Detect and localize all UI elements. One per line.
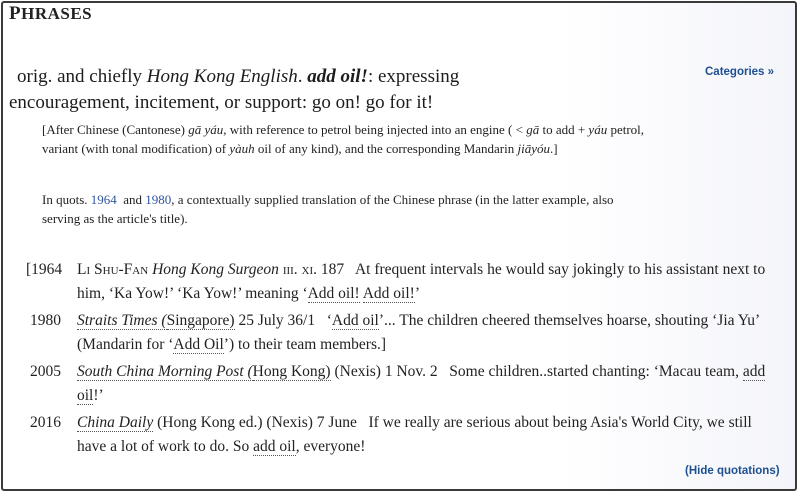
quotation-text: ’... The children cheered themselves hoarse, shouting ‘Jia Yu’ (Mandarin for ‘ (77, 312, 760, 353)
quotation-source-place[interactable]: Hong Kong) (252, 363, 331, 380)
etym-form-4: yàuh (229, 140, 255, 156)
quotation-year: 2005 (30, 363, 61, 380)
note-text-2: and (116, 192, 146, 207)
definition-colon: : (367, 66, 378, 87)
etym-text-1: [After Chinese (Cantonese) (42, 122, 189, 137)
quotation-ref: (Hong Kong ed.) (Nexis) 7 June If we really are serious about being Asia's World City, we still have a lot of work to do. So (77, 414, 756, 455)
heading-rest: HRASES (21, 4, 93, 23)
keyword-link[interactable]: add oil (253, 438, 296, 455)
quot-1980-link[interactable]: 1980 (145, 192, 172, 207)
definition-sense-1: expressing (377, 66, 460, 87)
quotation-2016 (30, 411, 775, 459)
etym-form-1: gā yáu (188, 122, 224, 137)
definition-period: . (297, 66, 308, 87)
etymology (42, 121, 662, 158)
quotation-year: 2016 (30, 414, 61, 431)
etym-text-6: .] (549, 140, 558, 156)
quotation-text: ’ (414, 285, 420, 302)
hide-quotations-button[interactable]: (Hide quotations) (685, 465, 780, 477)
keyword-link[interactable]: add oil (77, 363, 766, 404)
categories-link[interactable]: Categories » (705, 66, 775, 78)
quotation-text: !’ (93, 387, 104, 404)
etym-text-5: oil of any kind), and the corresponding Mandarin (254, 140, 518, 156)
definition-region: Hong Kong English (146, 66, 298, 87)
quotations-list (26, 258, 775, 459)
quotation-year: 1980 (30, 312, 61, 329)
quotations-note (42, 191, 642, 228)
quotation-author: Li Shu-Fan (77, 261, 149, 278)
definition-sense-2: encouragement, incitement, or support: go on! go for it! (9, 92, 434, 113)
note-text-3: , a contextually supplied translation of the Chinese phrase (in the latter example, also serving as the article's title). (42, 192, 614, 226)
quotation-text: , everyone! (295, 438, 366, 455)
quotation-text: At frequent intervals he would say jokingly to his assistant next to him, ‘Ka Yow!’ ‘Ka Yow!’ meaning ‘ (77, 261, 770, 302)
keyword-link[interactable]: Add Oil (173, 336, 224, 353)
etym-text-4: petrol, variant (with tonal modification) of (42, 122, 645, 156)
keyword-link[interactable]: Add oil! (362, 285, 415, 302)
quotation-source[interactable]: China Daily (77, 414, 154, 431)
phrase-definition (9, 64, 689, 116)
etym-form-5: jiāyóu (517, 140, 550, 156)
definition-prefix: orig. and chiefly (17, 66, 147, 87)
keyword-link[interactable]: Add oil (331, 312, 379, 329)
quotation-year: [1964 (26, 261, 63, 278)
quotation-2005 (30, 360, 775, 408)
quotation-source-place[interactable]: Singapore) (166, 312, 235, 329)
quotation-ref: 25 July 36/1 ‘ (234, 312, 332, 329)
section-heading (9, 3, 92, 25)
quot-1964-link[interactable]: 1964 (90, 192, 117, 207)
quotation-1964 (26, 258, 775, 306)
etym-form-2: gā (526, 122, 540, 137)
keyword-link[interactable]: Add oil! (307, 285, 360, 302)
heading-initial: P (9, 3, 22, 24)
quotation-1980 (30, 309, 775, 357)
etym-text-2: , with reference to petrol being injected into an engine ( < (223, 122, 527, 137)
quotation-text: ’) to their team members.] (223, 336, 387, 353)
etym-text-3: to add + (539, 122, 589, 137)
quotation-source[interactable]: Straits Times ( (77, 312, 167, 329)
quotation-source: Hong Kong Surgeon (152, 261, 279, 278)
quotation-ref: (Nexis) 1 Nov. 2 Some children..started chanting: ‘Macau team, (330, 363, 743, 380)
etym-form-3: yáu (588, 122, 608, 137)
note-text-1: In quots. (42, 192, 91, 207)
headword: add oil! (307, 66, 368, 87)
quotation-source[interactable]: South China Morning Post ( (77, 363, 253, 380)
quotation-ref: iii. xi. 187 (278, 261, 345, 278)
